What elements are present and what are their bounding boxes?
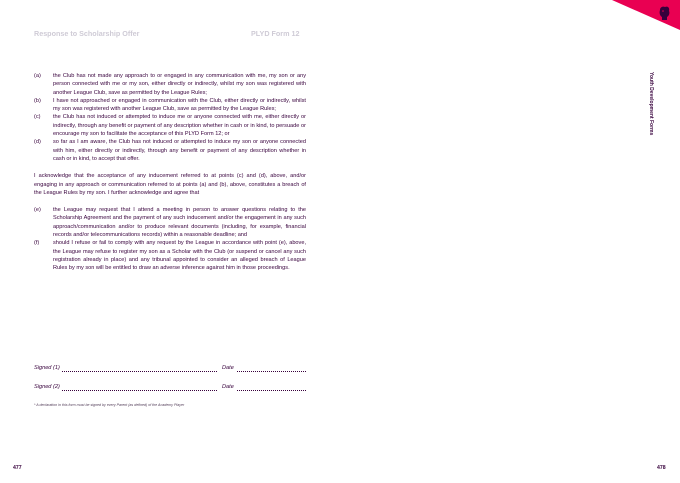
date-1-field[interactable] (237, 371, 306, 372)
declaration-item (34, 239, 306, 272)
form-body (34, 72, 306, 273)
page-number-right: 478 (657, 465, 666, 471)
signed-1-label: Signed (1) (34, 365, 60, 371)
form-title: Response to Scholarship Offer (34, 29, 140, 38)
declaration-item (34, 138, 306, 163)
item-text: so far as I am aware, the Club has not induced or attempted to induce my son or anyone connected with him, either directly or indirectly, through any benefit or payment of any description whether in cash or in kind, to accept that offer. (53, 139, 306, 162)
date-2-field[interactable] (237, 390, 306, 391)
acknowledgement-paragraph: I acknowledge that the acceptance of any inducement referred to at points (c) and (d), above, and/or engaging in any approach or communication referred to at points (a) and (b), above, constitutes a breach of the League Rules by my son. I further acknowledge and agree that (34, 173, 306, 196)
declaration-item (34, 113, 306, 138)
corner-accent (580, 0, 680, 30)
item-label: (d) (34, 139, 41, 146)
date-2-label: Date (222, 384, 234, 390)
item-label: (e) (34, 207, 41, 214)
item-label: (b) (34, 97, 41, 104)
sidebar-label: Youth Development Forms (648, 72, 654, 136)
footnote: * A declaration in this form must be signed by every Parent (as defined) of the Academy Player (34, 403, 185, 407)
declaration-item (34, 97, 306, 114)
page-number-left: 477 (13, 465, 22, 471)
signature-2-field[interactable] (62, 390, 217, 391)
declaration-list-second (34, 206, 306, 272)
item-label: (a) (34, 73, 41, 79)
item-text: the League may request that I attend a meeting in person to answer questions relating to the Scholarship Agreement and the payment of any such inducement and/or the engagement in any such approach/communication and/or to produce relevant documents (including, for example, financial records and/or telecommunications records) within a reasonable deadline; and (53, 207, 306, 239)
item-text: should I refuse or fail to comply with any request by the League in accordance with point (e), above, the League may refuse to register my son as a Scholar with the Club (or suspend or cancel any such registration already in place) and any tribunal appointed to consider an alleged breach of League Rules by my son will be entitled to draw an adverse inference against him in those proceedings. (53, 240, 306, 272)
signature-1-field[interactable] (62, 371, 217, 372)
signature-line-1[interactable] (34, 365, 306, 373)
date-1-label: Date (222, 365, 234, 371)
declaration-list-first (34, 72, 306, 163)
item-label: (c) (34, 114, 41, 121)
item-label: (f) (34, 240, 40, 247)
item-text: the Club has not made any approach to or engaged in any communication with me, my son or any person connected with me or my son, either directly or indirectly, whilst my son was registered with another League Club, save as permitted by the League Rules; (53, 73, 306, 96)
declaration-item (34, 206, 306, 239)
form-number: PLYD Form 12 (251, 29, 300, 38)
item-text: I have not approached or engaged in communication with the Club, either directly or indirectly, whilst my son was registered with another League Club, save as permitted by the League Rules; (53, 97, 306, 113)
signed-2-label: Signed (2) (34, 384, 60, 390)
item-text: the Club has not induced or attempted to induce me or anyone connected with me, either directly or indirectly, through any benefit or payment of any description whether in cash or in kind, to persuade or encourage my son to facilitate the acceptance of this PLYD Form 12; or (53, 114, 306, 138)
signature-line-2[interactable] (34, 384, 306, 392)
declaration-item (34, 72, 306, 97)
